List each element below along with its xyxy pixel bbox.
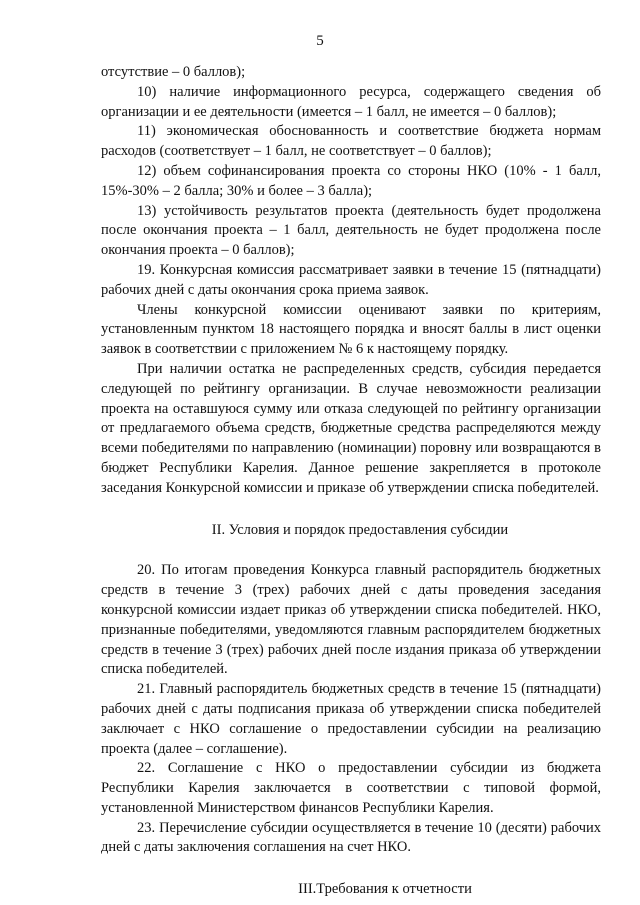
- paragraph-criterion-11: 11) экономическая обоснованность и соответствие бюджета нормам расходов (соответствует – 1 балл, не соответствует – 0 баллов);: [101, 123, 601, 160]
- page-number: 5: [316, 33, 324, 49]
- paragraph-clause-23: 23. Перечисление субсидии осуществляется в течение 10 (десяти) рабочих дней с даты заключения соглашения на счет НКО.: [101, 819, 601, 856]
- section-3-heading: III.Требования к отчетности: [298, 881, 472, 898]
- paragraph-clause-22: 22. Соглашение с НКО о предоставлении субсидии из бюджета Республики Карелия заключается в соответствии с типовой формой, установленной Министерством финансов Республики Карелия.: [101, 760, 601, 816]
- paragraph-remaining-funds: При наличии остатка не распределенных средств, субсидия передается следующей по рейтингу организации. В случае невозможности реализации проекта на оставшуюся сумму или отказа следующей по рейтингу организации от предлагаемого объема средств, бюджетные средства распределяются между всеми победителями по направлению (номинации) поровну или возвращаются в бюджет Республики Карелия. Данное решение закрепляется в протоколе заседания Конкурсной комиссии и приказе об утверждении списка победителей.: [101, 360, 601, 496]
- document-body: [101, 63, 601, 900]
- paragraph-criterion-9-tail: отсутствие – 0 баллов);: [101, 64, 246, 80]
- paragraph-clause-19: 19. Конкурсная комиссия рассматривает заявки в течение 15 (пятнадцати) рабочих дней с даты окончания срока приема заявок.: [101, 261, 601, 298]
- paragraph-commission-members: Члены конкурсной комиссии оценивают заявки по критериям, установленным пунктом 18 настоящего порядка и вносят баллы в лист оценки заявок в соответствии с приложением № 6 к настоящему порядку.: [101, 301, 601, 358]
- paragraph-clause-20: 20. По итогам проведения Конкурса главный распорядитель бюджетных средств в течение 3 (трех) рабочих дней с даты проведения заседания конкурсной комиссии издает приказ об утверждении списка победителей. НКО, признанные победителями, уведомляются главным распорядителем бюджетных средств в течение 3 (трех) рабочих дней после издания приказа об утверждении списка победителей.: [101, 562, 601, 678]
- paragraph-criterion-13: 13) устойчивость результатов проекта (деятельность будет продолжена после окончания проекта – 1 балл, деятельность не будет продолжена после окончания проекта – 0 баллов);: [101, 202, 601, 259]
- section-2-heading: II. Условия и порядок предоставления субсидии: [211, 521, 509, 538]
- paragraph-criterion-10: 10) наличие информационного ресурса, содержащего сведения об организации и ее деятельности (имеется – 1 балл, не имеется – 0 баллов);: [101, 83, 601, 120]
- paragraph-clause-21: 21. Главный распорядитель бюджетных средств в течение 15 (пятнадцати) рабочих дней с даты подписания приказа об утверждении списка победителей заключает с НКО соглашение о предоставлении субсидии на реализацию проекта (далее – соглашение).: [101, 681, 601, 757]
- paragraph-criterion-12: 12) объем софинансирования проекта со стороны НКО (10% - 1 балл, 15%-30% – 2 балла; 30% и более – 3 балла);: [101, 162, 601, 199]
